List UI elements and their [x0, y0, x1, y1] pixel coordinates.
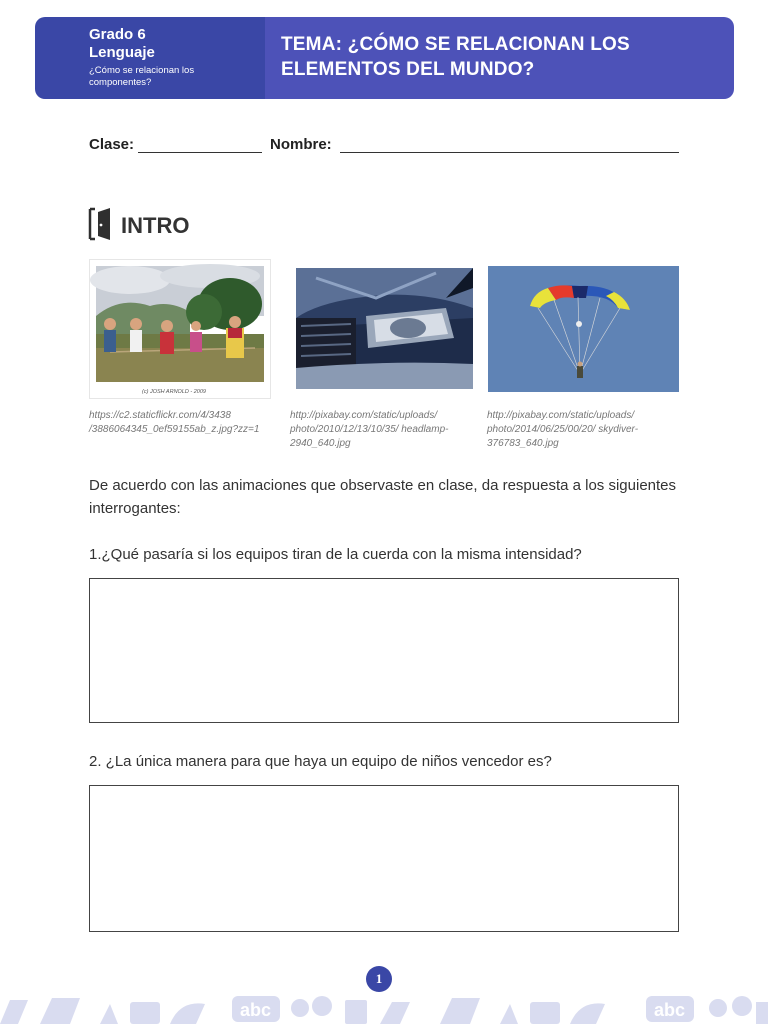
- question-2: 2. ¿La única manera para que haya un equipo de niños vencedor es?: [89, 753, 552, 770]
- footer-abc-text-2: abc: [654, 1000, 686, 1020]
- topic-panel: [265, 17, 734, 99]
- question-1: 1.¿Qué pasaría si los equipos tiran de la cuerda con la misma intensidad?: [89, 546, 582, 563]
- skydiver-parachute-photo: [488, 266, 679, 392]
- answer-box-2[interactable]: [89, 785, 679, 932]
- topic-title: TEMA: ¿CÓMO SE RELACIONAN LOS ELEMENTOS DEL MUNDO?: [281, 34, 630, 80]
- footer-abc-text-1: abc: [240, 1000, 272, 1020]
- photo-watermark: (c) JOSH ARNOLD - 2009: [142, 389, 206, 395]
- student-fields: [89, 136, 679, 156]
- footer-pattern: [0, 990, 768, 1024]
- course-subtitle: ¿Cómo se relacionan los componentes?: [89, 65, 195, 88]
- page-number: 1: [366, 966, 392, 992]
- caption-3: http://pixabay.com/static/uploads/ photo/2014/06/25/00/20/ skydiver-376783_640.jpg: [487, 410, 639, 449]
- answer-box-1[interactable]: [89, 578, 679, 723]
- intro-title: INTRO: [121, 213, 190, 238]
- course-info: [35, 17, 265, 99]
- subject-label: Lenguaje: [89, 44, 155, 61]
- caption-2: http://pixabay.com/static/uploads/ photo/2010/12/13/10/35/ headlamp-2940_640.jpg: [290, 410, 449, 449]
- tug-of-war-photo: [89, 259, 271, 399]
- nombre-label: Nombre:: [270, 136, 332, 153]
- header-banner: [35, 17, 734, 99]
- grade-label: Grado 6: [89, 26, 146, 43]
- clase-input-line[interactable]: [138, 152, 262, 153]
- door-icon: [88, 207, 113, 246]
- caption-1: https://c2.staticflickr.com/4/3438 /3886064345_0ef59155ab_z.jpg?zz=1: [89, 410, 260, 435]
- instruction-text: De acuerdo con las animaciones que observaste en clase, da respuesta a los siguientes interrogantes:: [89, 477, 677, 517]
- nombre-input-line[interactable]: [340, 152, 679, 153]
- crashed-car-headlamp-photo: [296, 268, 473, 389]
- intro-heading: [88, 208, 189, 244]
- clase-label: Clase:: [89, 136, 135, 153]
